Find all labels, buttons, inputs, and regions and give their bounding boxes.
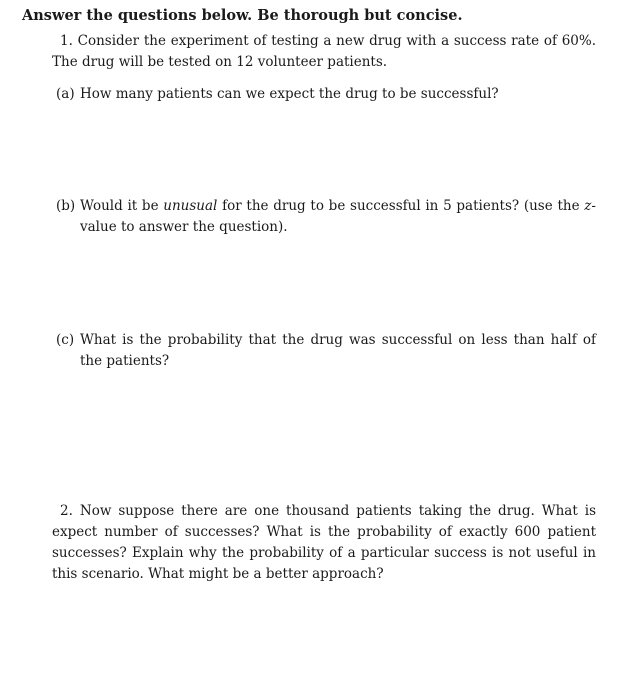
question-1b-text-before: Would it be xyxy=(80,198,164,214)
question-1b-text-middle: for the drug to be successful in 5 patients? (use the xyxy=(217,198,585,214)
question-1-number: 1. xyxy=(60,33,73,49)
question-1 xyxy=(52,31,596,73)
question-1b-text-after: -value to answer the question). xyxy=(80,198,596,235)
question-2 xyxy=(52,501,596,585)
question-1b-emphasis: unusual xyxy=(163,198,218,214)
question-1b-label: (b) xyxy=(56,198,76,214)
question-2-number: 2. xyxy=(60,503,73,519)
question-1a xyxy=(56,84,600,105)
question-2-text: Now suppose there are one thousand patients taking the drug. What is expect number of successes? What is the probability of exactly 600 patient successes? Explain why the probability of a particular success is not useful in this scenario. What might be a better approach? xyxy=(52,503,596,582)
question-1-text: Consider the experiment of testing a new drug with a success rate of 60%. The drug will be tested on 12 volunteer patients. xyxy=(52,33,596,70)
question-1a-label: (a) xyxy=(56,86,75,102)
question-1c-label: (c) xyxy=(56,332,75,348)
instructions-heading: Answer the questions below. Be thorough but concise. xyxy=(22,7,463,24)
question-1b xyxy=(56,196,596,238)
question-1a-text: How many patients can we expect the drug to be successful? xyxy=(80,86,499,102)
question-1c xyxy=(56,330,596,372)
question-1c-text: What is the probability that the drug was successful on less than half of the patients? xyxy=(80,332,596,369)
question-1b-variable: z xyxy=(584,198,592,214)
